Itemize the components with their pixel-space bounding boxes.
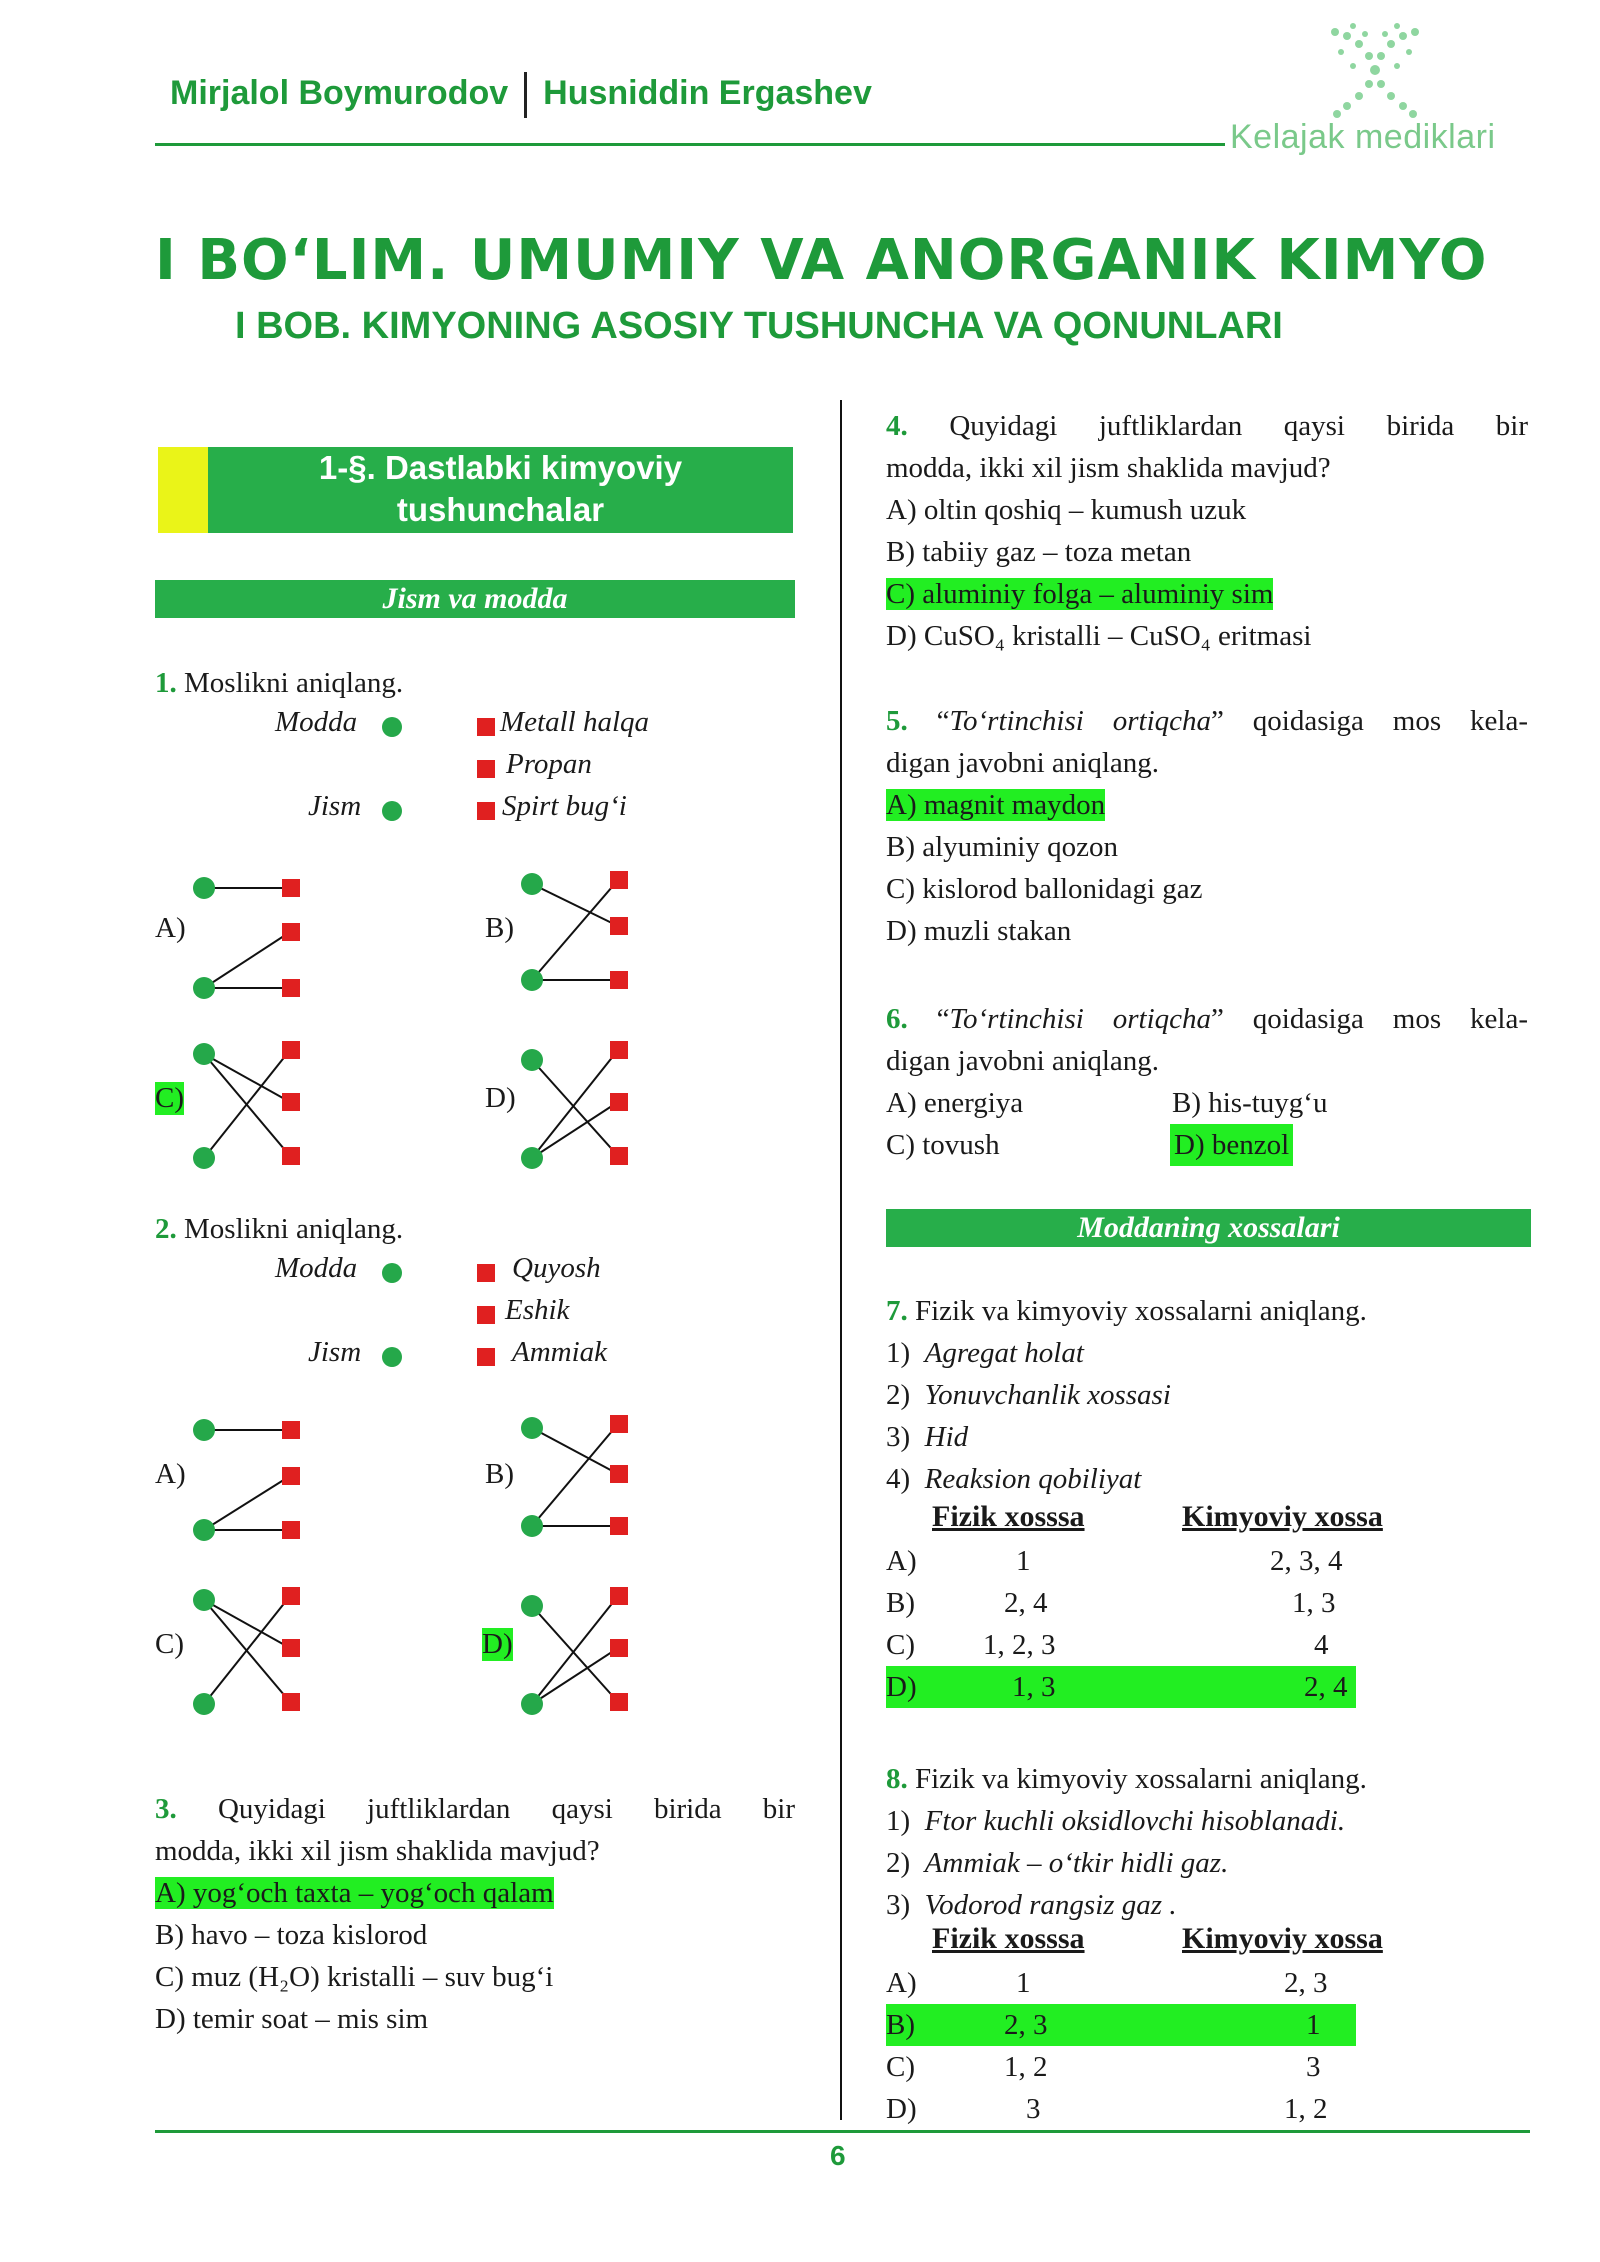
q6-block xyxy=(886,998,1528,1082)
q8-item-text: Ftor kuchli oksidlovchi hisoblanadi. xyxy=(924,1805,1346,1837)
q7-row-d[interactable] xyxy=(886,1666,1356,1708)
q3-option-c[interactable]: C) muz (H₂O) kristalli – suv bug‘i xyxy=(155,1961,554,1993)
subsection-jism-modda: Jism va modda xyxy=(155,580,795,618)
q5-text-italic: To‘rtinchisi ortiqcha xyxy=(949,705,1211,737)
q4-option-a[interactable]: A) oltin qoshiq – kumush uzuk xyxy=(886,494,1247,526)
dotted-x-logo-icon xyxy=(1325,22,1425,122)
section-heading-line2: tushunchalar xyxy=(396,491,605,528)
q8-row-label: B) xyxy=(886,2009,915,2041)
q8-table xyxy=(886,1962,1356,2130)
q8-head-kimyoviy: Kimyoviy xossa xyxy=(1182,1922,1383,1955)
q3-block xyxy=(155,1788,795,2040)
q5-option-d[interactable]: D) muzli stakan xyxy=(886,915,1072,947)
q2-number: 2. xyxy=(155,1213,177,1245)
q7-row-kimyoviy: 2, 4 xyxy=(1304,1671,1348,1703)
q7-row-a[interactable] xyxy=(886,1540,1356,1582)
q5-text2: digan javobni aniqlang. xyxy=(886,747,1160,779)
author-1: Mirjalol Boymurodov xyxy=(170,73,509,112)
q7-row-label: A) xyxy=(886,1545,917,1577)
q8-text: Fizik va kimyoviy xossalarni aniqlang. xyxy=(915,1763,1367,1795)
q6-text-italic: To‘rtinchisi ortiqcha xyxy=(949,1003,1211,1035)
q7-row-kimyoviy: 1, 3 xyxy=(1292,1587,1336,1619)
q7-row-fizik: 1 xyxy=(1016,1545,1031,1577)
q7-head-fizik: Fizik xosssa xyxy=(932,1500,1085,1533)
q8-row-fizik: 3 xyxy=(1026,2093,1041,2125)
q2-option-a[interactable]: A) xyxy=(155,1458,186,1490)
q7-row-label: C) xyxy=(886,1629,915,1661)
q7-item-text: Reaksion qobiliyat xyxy=(924,1463,1142,1495)
q7-row-fizik: 1, 3 xyxy=(1012,1671,1056,1703)
q6-quote-open: “ xyxy=(936,1003,950,1035)
q7-item xyxy=(886,1416,1171,1458)
q1-right-1: Metall halqa xyxy=(500,706,650,738)
q7-number: 7. xyxy=(886,1295,908,1327)
q1-right-2: Propan xyxy=(506,748,592,780)
q5-option-c[interactable]: C) kislorod ballonidagi gaz xyxy=(886,873,1203,905)
q2-left-2: Jism xyxy=(308,1336,362,1368)
q8-row-label: D) xyxy=(886,2093,917,2125)
q8-stem xyxy=(886,1758,1367,1800)
q2-right-1: Quyosh xyxy=(512,1252,601,1284)
q5-quote-open: “ xyxy=(936,705,950,737)
q4-number: 4. xyxy=(886,410,908,442)
q8-row-b[interactable] xyxy=(886,2004,1356,2046)
section-heading-line1: 1-§. Dastlabki kimyoviy xyxy=(318,449,683,486)
q8-row-d[interactable] xyxy=(886,2088,1356,2130)
q8-row-label: C) xyxy=(886,2051,915,2083)
q4-line1 xyxy=(886,405,1528,447)
q8-item-num: 3) xyxy=(886,1889,911,1921)
q1-left-2: Jism xyxy=(308,790,362,822)
author-separator xyxy=(524,72,527,118)
q8-item-text: Ammiak – o‘tkir hidli gaz. xyxy=(924,1847,1229,1879)
q7-row-fizik: 2, 4 xyxy=(1004,1587,1048,1619)
part-title: I BO‘LIM. UMUMIY VA ANORGANIK KIMYO xyxy=(155,228,1488,293)
q2-option-c[interactable]: C) xyxy=(155,1628,184,1660)
q4-option-b[interactable]: B) tabiiy gaz – toza metan xyxy=(886,536,1192,568)
q5-block xyxy=(886,700,1528,952)
q1-right-3: Spirt bug‘i xyxy=(502,790,627,822)
q1-option-c[interactable]: C) xyxy=(155,1082,184,1114)
q7-table xyxy=(886,1540,1356,1708)
q3-line1 xyxy=(155,1788,795,1830)
q8-row-kimyoviy: 3 xyxy=(1306,2051,1321,2083)
q1-legend-markers xyxy=(380,710,500,830)
q7-item-num: 1) xyxy=(886,1337,911,1369)
q2-diagram-a xyxy=(190,1416,310,1546)
q6-option-b[interactable]: B) his-tuyg‘u xyxy=(1172,1087,1328,1119)
q8-head-fizik: Fizik xosssa xyxy=(932,1922,1085,1955)
q1-diagram-c xyxy=(190,1040,310,1170)
q7-row-b[interactable] xyxy=(886,1582,1356,1624)
q7-text: Fizik va kimyoviy xossalarni aniqlang. xyxy=(915,1295,1367,1327)
q6-option-d[interactable]: D) benzol xyxy=(1170,1124,1293,1166)
q2-text: Moslikni aniqlang. xyxy=(184,1213,404,1245)
q2-stem xyxy=(155,1208,403,1250)
q3-option-d[interactable]: D) temir soat – mis sim xyxy=(155,2003,429,2035)
q7-item-text: Agregat holat xyxy=(924,1337,1084,1369)
q2-diagram-b xyxy=(518,1414,638,1544)
q3-option-b[interactable]: B) havo – toza kislorod xyxy=(155,1919,428,1951)
q5-option-a[interactable]: A) magnit maydon xyxy=(886,789,1106,821)
q8-row-fizik: 1, 2 xyxy=(1004,2051,1048,2083)
q1-number: 1. xyxy=(155,667,177,699)
q8-row-fizik: 1 xyxy=(1016,1967,1031,1999)
page-number: 6 xyxy=(830,2140,846,2171)
q6-line1 xyxy=(886,998,1528,1040)
q1-option-b[interactable]: B) xyxy=(485,912,514,944)
q8-item xyxy=(886,1842,1345,1884)
q7-head-kimyoviy: Kimyoviy xossa xyxy=(1182,1500,1383,1533)
q6-text1: ” qoidasiga mos kela- xyxy=(1211,1003,1528,1035)
header-rule xyxy=(155,143,1225,146)
section-heading xyxy=(208,447,793,533)
q1-diagram-b xyxy=(518,866,638,996)
q7-row-label: D) xyxy=(886,1671,917,1703)
q7-row-c[interactable] xyxy=(886,1624,1356,1666)
q2-right-2: Eshik xyxy=(505,1294,570,1326)
q8-item-num: 2) xyxy=(886,1847,911,1879)
q7-item xyxy=(886,1458,1171,1500)
q2-option-b[interactable]: B) xyxy=(485,1458,514,1490)
q2-left-1: Modda xyxy=(275,1252,358,1284)
q8-item xyxy=(886,1884,1345,1926)
q6-option-c[interactable]: C) tovush xyxy=(886,1129,1000,1161)
q4-option-c[interactable]: C) aluminiy folga – aluminiy sim xyxy=(886,578,1274,610)
q8-item-num: 1) xyxy=(886,1805,911,1837)
q2-diagram-d xyxy=(518,1586,638,1716)
q2-option-d[interactable]: D) xyxy=(482,1628,513,1660)
q7-row-kimyoviy: 2, 3, 4 xyxy=(1270,1545,1343,1577)
q1-diagram-a xyxy=(190,870,310,1000)
q8-row-label: A) xyxy=(886,1967,917,1999)
q7-row-fizik: 1, 2, 3 xyxy=(983,1629,1056,1661)
q4-text2: modda, ikki xil jism shaklida mavjud? xyxy=(886,452,1331,484)
q7-row-label: B) xyxy=(886,1587,915,1619)
q6-number: 6. xyxy=(886,1003,908,1035)
q1-stem xyxy=(155,662,403,704)
q7-item-num: 2) xyxy=(886,1379,911,1411)
q8-row-a[interactable] xyxy=(886,1962,1356,2004)
header-authors xyxy=(170,72,872,118)
q8-row-kimyoviy: 2, 3 xyxy=(1284,1967,1328,1999)
subsection-xossalar: Moddaning xossalari xyxy=(886,1209,1531,1247)
q7-item xyxy=(886,1332,1171,1374)
q3-number: 3. xyxy=(155,1793,177,1825)
q8-row-fizik: 2, 3 xyxy=(1004,2009,1048,2041)
q5-number: 5. xyxy=(886,705,908,737)
q8-row-c[interactable] xyxy=(886,2046,1356,2088)
q2-right-3: Ammiak xyxy=(512,1336,608,1368)
q6-text2: digan javobni aniqlang. xyxy=(886,1045,1160,1077)
q2-legend-markers xyxy=(380,1256,500,1376)
q5-text1: ” qoidasiga mos kela- xyxy=(1211,705,1528,737)
q8-number: 8. xyxy=(886,1763,908,1795)
q1-option-d[interactable]: D) xyxy=(485,1082,516,1114)
q3-option-a[interactable]: A) yog‘och taxta – yog‘och qalam xyxy=(155,1877,554,1909)
q7-item-num: 4) xyxy=(886,1463,911,1495)
q1-text: Moslikni aniqlang. xyxy=(184,667,404,699)
q4-option-d[interactable]: D) CuSO₄ kristalli – CuSO₄ eritmasi xyxy=(886,620,1312,652)
logo-text: Kelajak mediklari xyxy=(1230,118,1496,156)
chapter-title: I BOB. KIMYONING ASOSIY TUSHUNCHA VA QONUNLARI xyxy=(235,305,1283,347)
q7-stem xyxy=(886,1290,1367,1332)
q7-item-text: Yonuvchanlik xossasi xyxy=(924,1379,1171,1411)
q1-left-1: Modda xyxy=(275,706,358,738)
q5-line1 xyxy=(886,700,1528,742)
q2-diagram-c xyxy=(190,1586,310,1716)
q4-text1: Quyidagi juftliklardan qaysi birida bir xyxy=(949,410,1529,442)
q7-items xyxy=(886,1332,1171,1500)
q7-item-text: Hid xyxy=(924,1421,969,1453)
q8-items xyxy=(886,1800,1345,1926)
q7-item-num: 3) xyxy=(886,1421,911,1453)
column-divider xyxy=(840,400,842,2120)
footer-rule xyxy=(155,2130,1530,2133)
section-accent xyxy=(158,447,208,533)
q8-row-kimyoviy: 1, 2 xyxy=(1284,2093,1328,2125)
q3-text2: modda, ikki xil jism shaklida mavjud? xyxy=(155,1835,600,1867)
q6-option-a[interactable]: A) energiya xyxy=(886,1087,1024,1119)
q1-diagram-d xyxy=(518,1040,638,1170)
q4-block xyxy=(886,405,1528,657)
q3-text1: Quyidagi juftliklardan qaysi birida bir xyxy=(217,1793,796,1825)
author-2: Husniddin Ergashev xyxy=(543,73,872,112)
q8-item-text: Vodorod rangsiz gaz . xyxy=(924,1889,1177,1921)
q7-item xyxy=(886,1374,1171,1416)
q7-row-kimyoviy: 4 xyxy=(1314,1629,1329,1661)
q5-option-b[interactable]: B) alyuminiy qozon xyxy=(886,831,1118,863)
q8-item xyxy=(886,1800,1345,1842)
q1-option-a[interactable]: A) xyxy=(155,912,186,944)
q8-row-kimyoviy: 1 xyxy=(1306,2009,1321,2041)
